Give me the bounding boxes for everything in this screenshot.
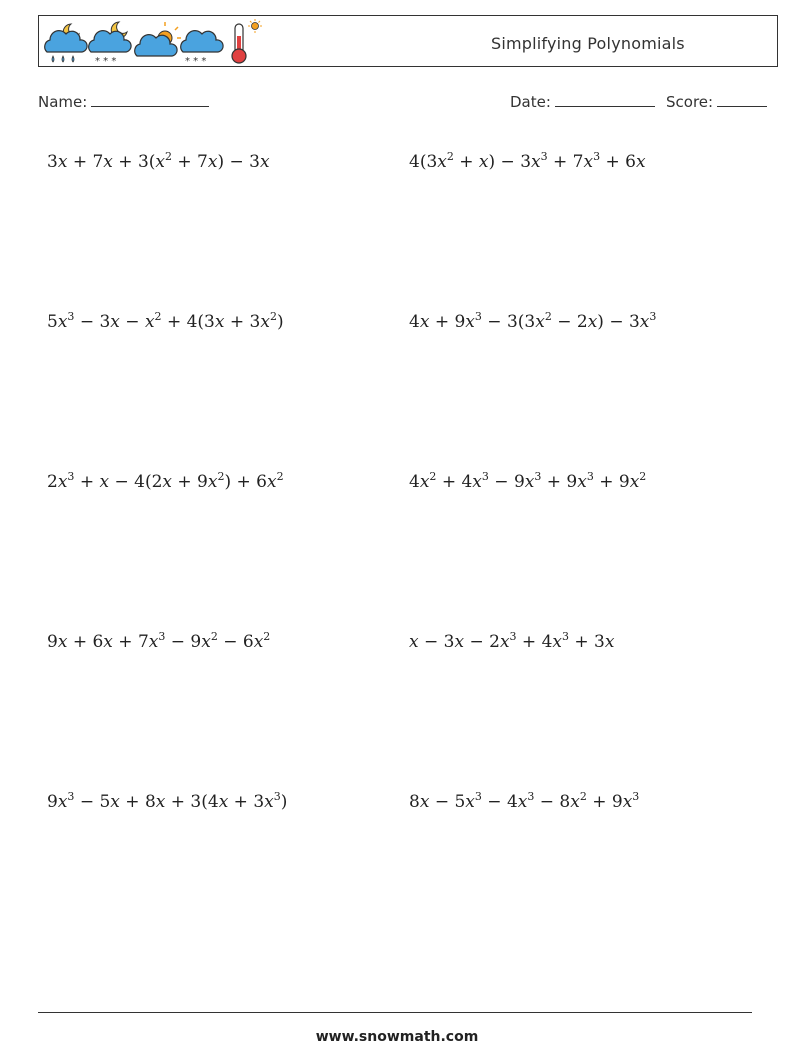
score-line	[717, 106, 767, 107]
date-label: Date:	[510, 93, 551, 111]
snow-cloud-moon-icon	[89, 22, 131, 66]
problem-7: $9x + 6x + 7x^3 - 9x^2 - 6x^2$	[47, 630, 271, 652]
page-title: Simplifying Polynomials	[491, 34, 685, 53]
cloud-sun-icon	[135, 22, 181, 56]
name-line	[91, 106, 209, 107]
svg-text:* * *: * * *	[185, 56, 207, 66]
problem-3: $5x^3 - 3x - x^2 + 4(3x + 3x^2)$	[47, 310, 284, 332]
date-line	[555, 106, 655, 107]
problem-4: $4x + 9x^3 - 3(3x^2 - 2x) - 3x^3$	[409, 310, 657, 332]
snow-cloud-icon	[181, 31, 223, 66]
date-field	[510, 93, 655, 111]
footer-rule	[38, 1012, 752, 1013]
thermometer-sun-icon	[232, 19, 262, 63]
score-field	[666, 93, 767, 111]
problem-1: $3x + 7x + 3(x^2 + 7x) - 3x$	[47, 150, 270, 172]
problem-2: $4(3x^2 + x) - 3x^3 + 7x^3 + 6x$	[409, 150, 646, 172]
problem-6: $4x^2 + 4x^3 - 9x^3 + 9x^3 + 9x^2$	[409, 470, 647, 492]
name-field	[38, 93, 209, 111]
problem-5: $2x^3 + x - 4(2x + 9x^2) + 6x^2$	[47, 470, 284, 492]
name-label: Name:	[38, 93, 88, 111]
header-box	[38, 15, 778, 67]
problem-10: $8x - 5x^3 - 4x^3 - 8x^2 + 9x^3$	[409, 790, 640, 812]
problem-8: $x - 3x - 2x^3 + 4x^3 + 3x$	[409, 630, 615, 652]
svg-text:* * *: * * *	[95, 56, 117, 66]
score-label: Score:	[666, 93, 714, 111]
problem-9: $9x^3 - 5x + 8x + 3(4x + 3x^3)$	[47, 790, 288, 812]
weather-icons	[41, 18, 266, 66]
rain-cloud-moon-icon	[45, 24, 87, 62]
footer-url: www.snowmath.com	[315, 1029, 479, 1045]
